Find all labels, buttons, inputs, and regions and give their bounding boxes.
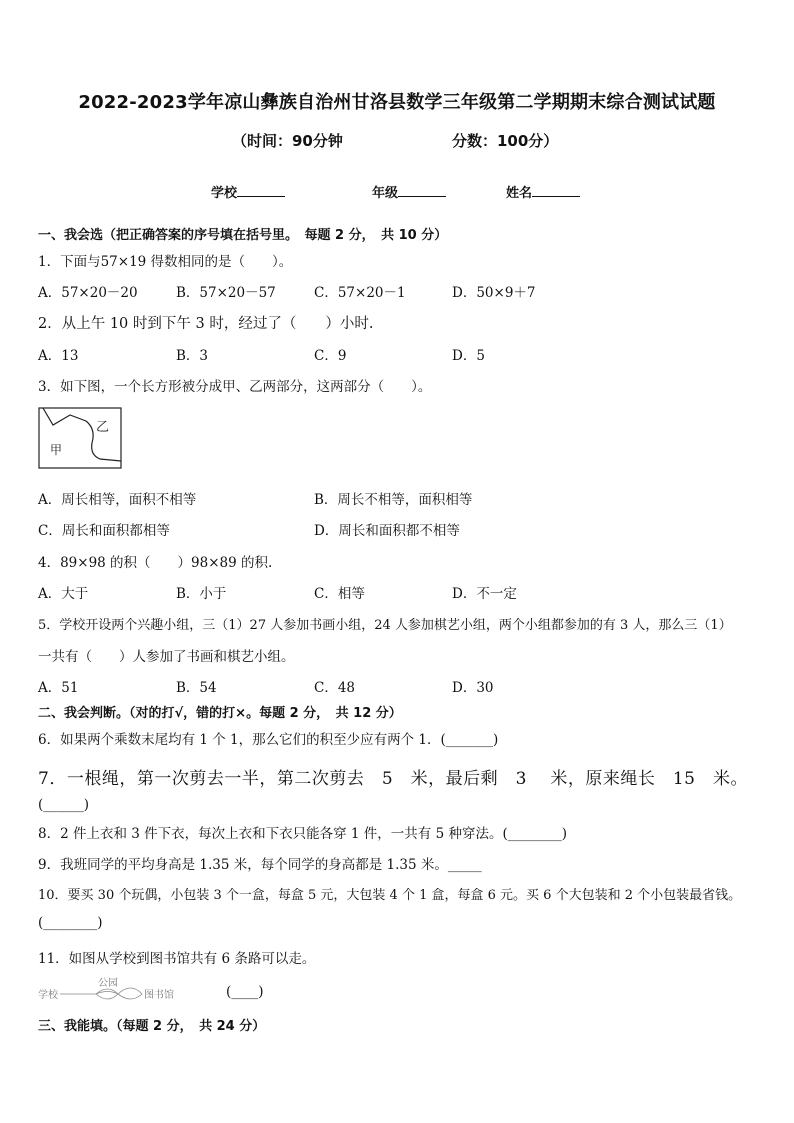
q4-option-b[interactable]: B．小于 [176,586,227,602]
q2-option-a[interactable]: A．13 [38,348,79,364]
q4-option-c[interactable]: C．相等 [314,586,365,602]
question-7-line-1: 7．一根绳，第一次剪去一半，第二次剪去 5 米，最后剩 3 米，原来绳长 15 米。 [38,769,748,789]
exam-time: （时间：90分钟 [232,132,343,150]
name-blank[interactable] [532,184,580,197]
figure-label-yi: 乙 [96,420,110,435]
grade-blank[interactable] [398,184,446,197]
question-7-answer[interactable]: (______) [38,797,90,813]
grade-field [372,182,446,201]
q1-option-a[interactable]: A．57×20－20 [38,285,138,301]
q5-option-a[interactable]: A．51 [38,680,79,696]
figure-label-jia: 甲 [50,443,63,457]
section-3-title: 三、我能填。（每题 2 分， 共 24 分） [38,1019,266,1034]
question-9: 9．我班同学的平均身高是 1.35 米，每个同学的身高都是 1.35 米。_____ [38,857,482,873]
school-field [211,182,285,201]
rectangle-split-figure [38,407,122,469]
name-field [506,182,580,201]
q1-option-c[interactable]: C．57×20－1 [314,285,406,301]
question-10-answer[interactable]: (________) [38,915,103,931]
q2-option-d[interactable]: D．5 [452,348,485,364]
q3-option-c[interactable]: C．周长和面积都相等 [38,523,170,539]
page-title: 2022-2023学年凉山彝族自治州甘洛县数学三年级第二学期期末综合测试试题 [78,92,716,113]
q2-option-c[interactable]: C．9 [314,348,347,364]
question-8: 8．2 件上衣和 3 件下衣，每次上衣和下衣只能各穿 1 件，一共有 5 种穿法。(________) [38,826,568,842]
question-6: 6．如果两个乘数末尾均有 1 个 1，那么它们的积至少应有两个 1．(_______) [38,732,499,748]
question-10-line-1: 10．要买 30 个玩偶，小包装 3 个一盒，每盒 5 元，大包装 4 个 1 盒，每盒 6 元。买 6 个大包装和 2 个小包装最省钱。 [38,888,742,903]
q3-option-d[interactable]: D．周长和面积都不相等 [314,523,460,539]
school-label: 学校 [211,186,238,201]
q4-option-a[interactable]: A．大于 [38,586,89,602]
name-label: 姓名 [506,186,533,201]
q1-option-d[interactable]: D．50×9＋7 [452,285,536,301]
q1-option-b[interactable]: B．57×20－57 [176,285,276,301]
question-11: 11．如图从学校到图书馆共有 6 条路可以走。 [38,951,316,967]
question-4: 4．89×98 的积（ ）98×89 的积. [38,555,273,571]
question-5-line-1: 5．学校开设两个兴趣小组，三（1）27 人参加书画小组，24 人参加棋艺小组，两个小组都参加的有 3 人，那么三（1） [38,618,732,633]
question-2: 2．从上午 10 时到下午 3 时，经过了（ ）小时. [38,316,374,332]
route-label-library: 图书馆 [144,990,174,1001]
section-2-title: 二、我会判断。（对的打√，错的打×。每题 2 分， 共 12 分） [38,706,402,721]
q3-option-b[interactable]: B．周长不相等，面积相等 [314,492,473,508]
q2-option-b[interactable]: B．3 [176,348,209,364]
question-1: 1．下面与57×19 得数相同的是（ ）。 [38,254,293,270]
question-3: 3．如下图，一个长方形被分成甲、乙两部分，这两部分（ ）。 [38,379,432,395]
question-5-line-2: 一共有（ ）人参加了书画和棋艺小组。 [38,649,295,665]
q5-option-b[interactable]: B．54 [176,680,217,696]
route-label-school: 学校 [38,990,58,1001]
q5-option-d[interactable]: D．30 [452,680,494,696]
school-blank[interactable] [237,184,285,197]
question-11-answer[interactable]: (____) [226,984,264,1000]
route-label-park: 公园 [98,978,118,989]
q3-option-a[interactable]: A．周长相等，面积不相等 [38,492,197,508]
school-library-route-figure [38,976,188,1008]
exam-score: 分数：100分） [452,132,559,150]
q5-option-c[interactable]: C．48 [314,680,356,696]
grade-label: 年级 [372,186,399,201]
q4-option-d[interactable]: D．不一定 [452,586,517,602]
section-1-title: 一、我会选（把正确答案的序号填在括号里。 每题 2 分， 共 10 分） [38,228,448,243]
